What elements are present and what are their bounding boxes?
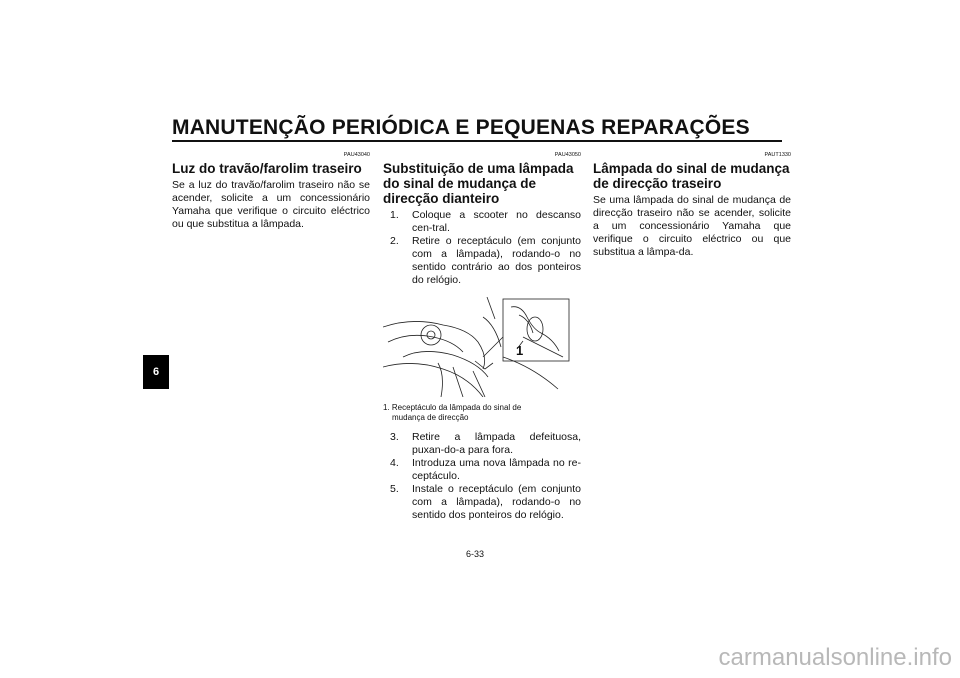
page-title: MANUTENÇÃO PERIÓDICA E PEQUENAS REPARAÇÕES — [172, 116, 750, 139]
section-body: Se a luz do travão/farolim traseiro não se acender, solicite a um concessionário Yamaha que verifique o circuito eléctrico ou que substitua a lâmpada. — [172, 179, 370, 230]
list-item: 4. Introduza uma nova lâmpada no re-ceptáculo. — [390, 457, 581, 482]
page-number: 6-33 — [466, 549, 485, 559]
figure-caption: 1. Receptáculo da lâmpada do sinal de mudança de direcção — [383, 403, 522, 422]
figure-callout-label: 1 — [516, 343, 524, 358]
section-code: PAU43050 — [554, 152, 581, 158]
column-brake-light — [172, 152, 370, 231]
column-rear-turn-signal — [593, 152, 791, 259]
steps-list-continued — [383, 431, 581, 522]
section-heading: Substituição de uma lâmpada do sinal de mudança de direcção dianteiro — [383, 161, 574, 206]
list-item: 2. Retire o receptáculo (em conjunto com a lâmpada), rodando-o no sentido contrário ao dos ponteiros do relógio. — [390, 235, 581, 286]
scooter-illustration — [383, 297, 575, 397]
list-item: 5. Instale o receptáculo (em conjunto com a lâmpada), rodando-o no sentido dos ponteiros do relógio. — [390, 483, 581, 521]
section-body: Se uma lâmpada do sinal de mudança de direcção traseiro não se acender, solicite a um concessionário Yamaha que verifique o circuito eléctrico ou que substitua a lâmpa-da. — [593, 194, 791, 258]
section-code: PAUT1330 — [764, 152, 791, 158]
steps-list — [383, 209, 581, 287]
section-heading: Luz do travão/farolim traseiro — [172, 161, 362, 176]
column-front-turn-signal — [383, 152, 581, 522]
bulb-socket-figure — [383, 297, 575, 397]
watermark-text: carmanualsonline.info — [718, 644, 952, 671]
list-item: 3. Retire a lâmpada defeituosa, puxan-do-a para fora. — [390, 431, 581, 456]
section-heading: Lâmpada do sinal de mudança de direcção traseiro — [593, 161, 790, 191]
list-item: 1. Coloque a scooter no descanso cen-tral. — [390, 209, 581, 234]
section-code: PAU43040 — [343, 152, 370, 158]
chapter-tab: 6 — [143, 355, 169, 389]
title-rule — [172, 140, 782, 142]
